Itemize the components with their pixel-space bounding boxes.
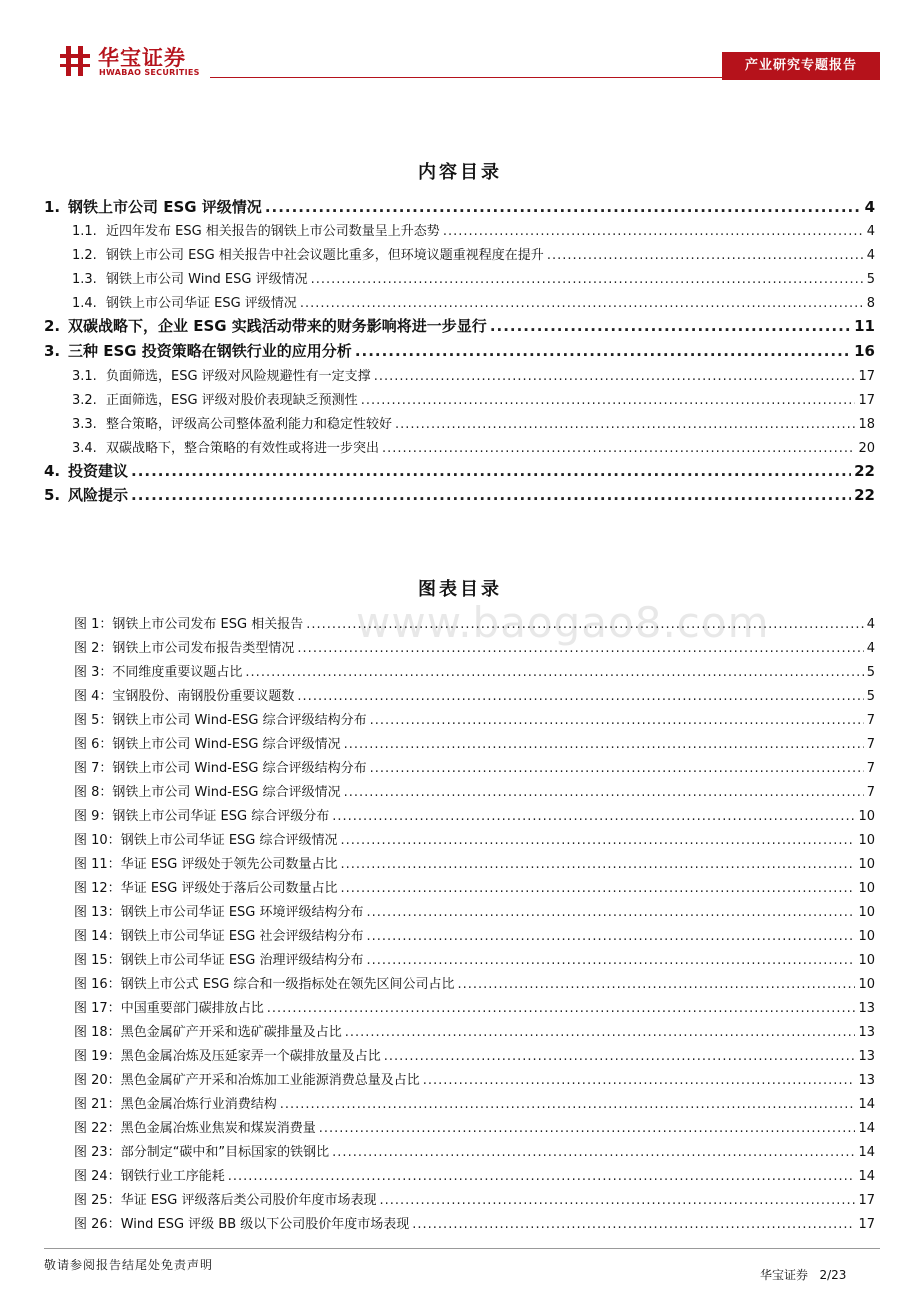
toc-entry[interactable]: 3. 三种 ESG 投资策略在钢铁行业的应用分析 ..... 16 [44,340,875,362]
footer-brand: 华宝证券 [760,1268,809,1282]
contents-title: 内容目录 [418,162,502,183]
toc-entry[interactable]: 2. 双碳战略下，企业 ESG 实践活动带来的财务影响将进一步显行 ..... 11 [44,315,875,337]
toc-entry[interactable]: 1.4. 钢铁上市公司华证 ESG 评级情况 ..... 8 [72,292,875,312]
toc-entry[interactable]: 1.3. 钢铁上市公司 Wind ESG 评级情况 ..... 5 [72,268,875,288]
figure-entry[interactable]: 图 6：钢铁上市公司 Wind-ESG 综合评级情况 ..... 7 [74,733,875,753]
toc-entry[interactable]: 3.4. 双碳战略下，整合策略的有效性或将进一步突出 ..... 20 [72,437,875,457]
figure-entry[interactable]: 图 11：华证 ESG 评级处于领先公司数量占比 ..... 10 [74,853,875,873]
toc-entry[interactable]: 3.1. 负面筛选，ESG 评级对风险规避性有一定支撑 ..... 17 [72,365,875,385]
toc-entry[interactable]: 5. 风险提示 ..... 22 [44,484,875,506]
brand-name-cn: 华宝证券 [98,46,186,70]
figure-entry[interactable]: 图 23：部分制定“碳中和”目标国家的铁钢比 ..... 14 [74,1141,875,1161]
figure-entry[interactable]: 图 1：钢铁上市公司发布 ESG 相关报告 ..... 4 [74,613,875,633]
figure-entry[interactable]: 图 9：钢铁上市公司华证 ESG 综合评级分布 ..... 10 [74,805,875,825]
figure-entry[interactable]: 图 22：黑色金属冶炼业焦炭和煤炭消费量 ..... 14 [74,1117,875,1137]
figure-entry[interactable]: 图 7：钢铁上市公司 Wind-ESG 综合评级结构分布 ..... 7 [74,757,875,777]
figure-entry[interactable]: 图 18：黑色金属矿产开采和选矿碳排量及占比 ..... 13 [74,1021,875,1041]
figure-entry[interactable]: 图 19：黑色金属冶炼及压延家弄一个碳排放量及占比 ..... 13 [74,1045,875,1065]
figure-entry[interactable]: 图 16：钢铁上市公式 ESG 综合和一级指标处在领先区间公司占比 ..... 10 [74,973,875,993]
disclaimer-note: 敬请参阅报告结尾处免责声明 [44,1258,214,1272]
figure-entry[interactable]: 图 13：钢铁上市公司华证 ESG 环境评级结构分布 ..... 10 [74,901,875,921]
figure-entry[interactable]: 图 24：钢铁行业工序能耗 ..... 14 [74,1165,875,1185]
figure-entry[interactable]: 图 17：中国重要部门碳排放占比 ..... 13 [74,997,875,1017]
header-divider [210,77,725,78]
figure-entry[interactable]: 图 10：钢铁上市公司华证 ESG 综合评级情况 ..... 10 [74,829,875,849]
figures-title: 图表目录 [418,579,502,600]
toc-entry[interactable]: 1.1. 近四年发布 ESG 相关报告的钢铁上市公司数量呈上升态势 ..... 4 [72,220,875,240]
page-number: 2/23 [819,1268,847,1282]
toc-entry[interactable]: 1.2. 钢铁上市公司 ESG 相关报告中社会议题比重多，但环境议题重视程度在提升 ..... 4 [72,244,875,264]
figure-entry[interactable]: 图 3：不同维度重要议题占比 ..... 5 [74,661,875,681]
figure-entry[interactable]: 图 4：宝钢股份、南钢股份重要议题数 ..... 5 [74,685,875,705]
figure-entry[interactable]: 图 12：华证 ESG 评级处于落后公司数量占比 ..... 10 [74,877,875,897]
watermark-text: www.baogao8.com [356,598,770,647]
figure-entry[interactable]: 图 21：黑色金属冶炼行业消费结构 ..... 14 [74,1093,875,1113]
page-header [0,0,920,90]
toc-entry[interactable]: 4. 投资建议 ..... 22 [44,460,875,482]
figure-entry[interactable]: 图 2：钢铁上市公司发布报告类型情况 ..... 4 [74,637,875,657]
brand-name-en: HWABAO SECURITIES [99,68,200,77]
figure-entry[interactable]: 图 20：黑色金属矿产开采和冶炼加工业能源消费总量及占比 ..... 13 [74,1069,875,1089]
figure-entry[interactable]: 图 8：钢铁上市公司 Wind-ESG 综合评级情况 ..... 7 [74,781,875,801]
figure-entry[interactable]: 图 26：Wind ESG 评级 BB 级以下公司股价年度市场表现 ..... 17 [74,1213,875,1233]
toc-entry[interactable]: 1. 钢铁上市公司 ESG 评级情况 ..... 4 [44,196,875,218]
figure-entry[interactable]: 图 14：钢铁上市公司华证 ESG 社会评级结构分布 ..... 10 [74,925,875,945]
page-footer-right [760,1266,846,1283]
figure-entry[interactable]: 图 25：华证 ESG 评级落后类公司股价年度市场表现 ..... 17 [74,1189,875,1209]
toc-entry[interactable]: 3.2. 正面筛选，ESG 评级对股价表现缺乏预测性 ..... 17 [72,389,875,409]
figure-entry[interactable]: 图 15：钢铁上市公司华证 ESG 治理评级结构分布 ..... 10 [74,949,875,969]
hwabao-logo-icon [58,44,92,78]
report-type-badge: 产业研究专题报告 [722,52,880,80]
footer-divider [44,1248,880,1249]
toc-entry[interactable]: 3.3. 整合策略，评级高公司整体盈利能力和稳定性较好 ..... 18 [72,413,875,433]
figure-entry[interactable]: 图 5：钢铁上市公司 Wind-ESG 综合评级结构分布 ..... 7 [74,709,875,729]
